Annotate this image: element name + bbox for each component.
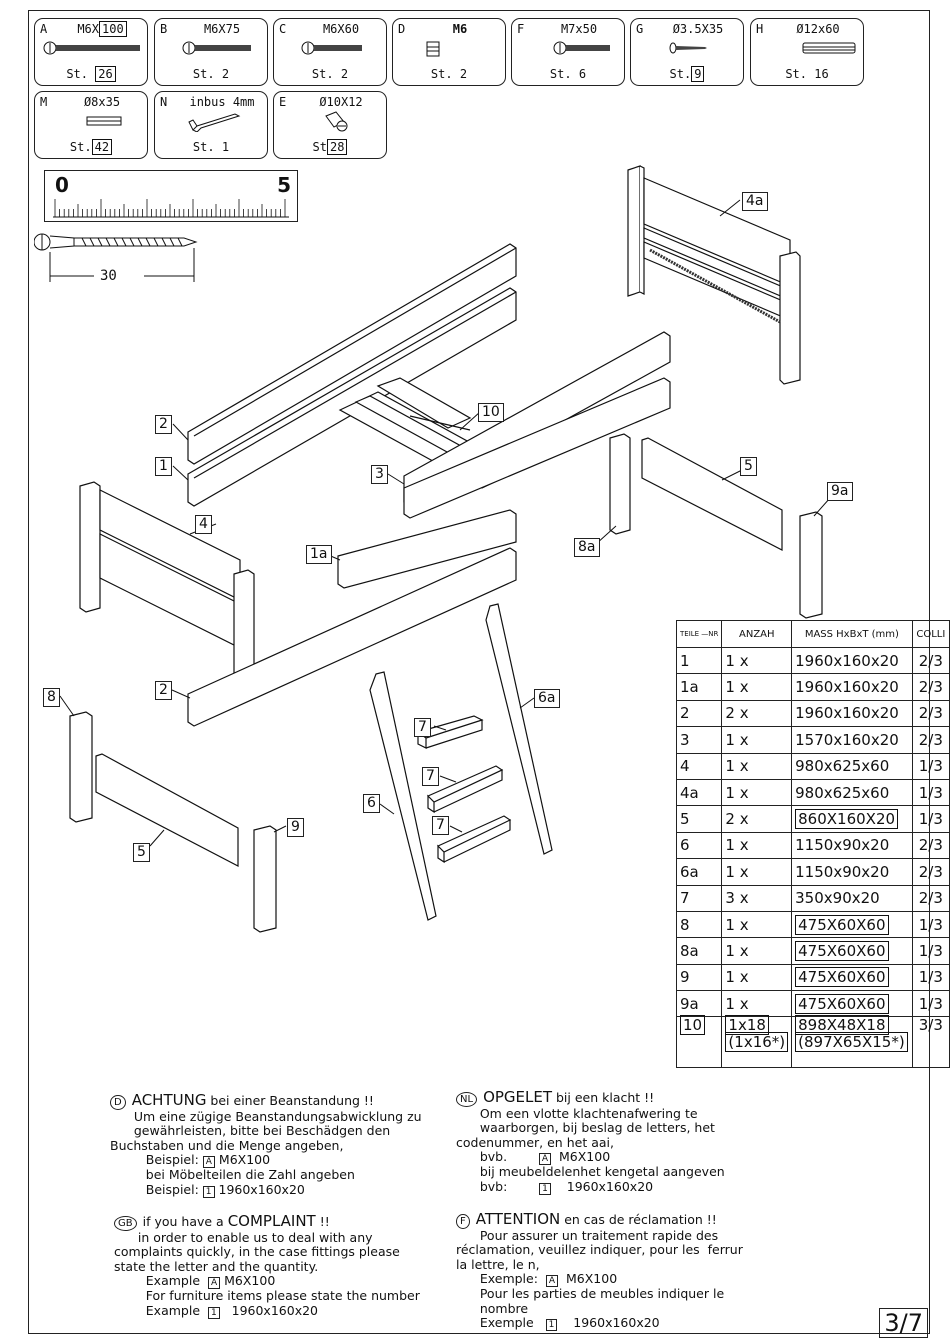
table-row <box>677 753 950 779</box>
cell-mass <box>792 1017 913 1068</box>
table-row <box>677 779 950 805</box>
table-row <box>677 727 950 753</box>
example-letter: A <box>546 1275 558 1287</box>
cell-anzahl-value: 1 x <box>725 651 749 670</box>
cell-anzahl <box>722 674 792 700</box>
cell-colli-value: 1/3 <box>918 941 943 960</box>
cell-nr <box>677 674 722 700</box>
part-label: 8a <box>574 538 600 557</box>
cell-nr-value: 10 <box>680 1015 705 1035</box>
cell-nr-value: 9 <box>680 968 690 987</box>
table-row <box>677 938 950 964</box>
part-5-panel-right <box>642 438 782 550</box>
cell-mass-value: 1960x160x20 <box>795 678 899 697</box>
note-text: bij meubeldelenhet kengetal aangeven bvb: <box>479 1164 725 1194</box>
part-9a-leg <box>800 512 822 618</box>
hardware-qty: 9 <box>691 66 704 82</box>
example-value: M6X100 <box>214 1152 271 1168</box>
hardware-qty-prefix: St. <box>192 140 215 154</box>
cell-anzahl-value: 1 x <box>725 941 749 960</box>
table-row <box>677 806 950 832</box>
cell-mass-value: 980x625x60 <box>795 783 890 802</box>
example-number: 1 <box>539 1183 551 1195</box>
cell-mass-value: 475X60X60 <box>795 994 888 1014</box>
example-letter: A <box>203 1156 215 1168</box>
hardware-code: H <box>756 22 764 36</box>
cell-colli-value: 1/3 <box>918 810 943 829</box>
cell-nr-value: 3 <box>680 730 690 749</box>
example-value: 1960x160x20 <box>550 1178 654 1194</box>
part-label: 7 <box>432 816 449 835</box>
example-letter: A <box>208 1277 220 1289</box>
ruler-start: 0 <box>55 173 69 197</box>
cell-nr <box>677 938 722 964</box>
cell-anzahl-value: 1 x <box>725 915 749 934</box>
cell-colli <box>912 806 949 832</box>
cell-nr-value: 4 <box>680 757 690 776</box>
cell-mass-value: 475X60X60 <box>795 941 888 961</box>
part-4-footboard <box>80 482 254 702</box>
cell-mass <box>792 938 913 964</box>
header-teile-nr: TEILE —NR <box>677 621 722 648</box>
cell-mass-value: 980x625x60 <box>795 757 890 776</box>
note-french <box>456 1212 743 1331</box>
cell-nr-value: 2 <box>680 704 690 723</box>
parts-table <box>676 620 950 1068</box>
page-number: 3/7 <box>879 1308 928 1338</box>
hardware-code: C <box>279 22 287 36</box>
hardware-code: B <box>160 22 168 36</box>
cell-nr <box>677 806 722 832</box>
example-value: 1960x160x20 <box>219 1302 318 1318</box>
part-label: 4a <box>742 192 768 211</box>
cell-nr <box>677 700 722 726</box>
cell-colli-value: 1/3 <box>918 994 943 1013</box>
cell-mass <box>792 700 913 726</box>
note-text: if you have a <box>142 1214 228 1229</box>
cell-colli-value: 2/3 <box>918 651 943 670</box>
cell-mass-value: 1960x160x20 <box>795 704 899 723</box>
hardware-qty: 28 <box>327 139 347 155</box>
hardware-size-boxed: 100 <box>99 21 127 37</box>
note-text: !! in order to enable us to deal with any complaints quickly, in the case fittings please state the letter and the quantity. Example <box>114 1214 400 1289</box>
cell-anzahl-value: 2 x <box>725 704 749 723</box>
cell-colli-value: 1/3 <box>918 783 943 802</box>
note-text: en cas de réclamation !! Pour assurer un traitement rapide des réclamation, veuillez indiquer, pour les ferrur la lettre, le n, Exemple: <box>456 1212 743 1287</box>
table-header-row <box>677 621 950 648</box>
hardware-qty: 1 <box>221 140 230 154</box>
lang-badge-fr: F <box>456 1214 470 1229</box>
hardware-qty-prefix: St. <box>430 67 453 81</box>
cell-nr <box>677 991 722 1017</box>
cell-anzahl <box>722 700 792 726</box>
example-value: 1960x160x20 <box>214 1181 305 1197</box>
table-row <box>677 859 950 885</box>
cell-mass <box>792 727 913 753</box>
cell-mass <box>792 964 913 990</box>
part-label: 7 <box>414 718 431 737</box>
hardware-qty: 2 <box>340 67 349 81</box>
cell-colli <box>912 911 949 937</box>
hardware-size: Ø10X12 <box>319 95 363 109</box>
hardware-qty: 26 <box>95 66 115 82</box>
part-2-rail-upper <box>188 244 516 464</box>
cell-colli-value: 1/3 <box>918 915 943 934</box>
hardware-qty-prefix: St <box>312 140 327 154</box>
part-label: 10 <box>478 403 504 422</box>
hardware-size: M7x50 <box>560 22 598 36</box>
cell-mass <box>792 885 913 911</box>
cell-anzahl <box>722 753 792 779</box>
cell-anzahl <box>722 964 792 990</box>
cell-colli-value: 1/3 <box>918 968 943 987</box>
part-7-step <box>428 766 502 812</box>
note-text: For furniture items please state the number Example <box>145 1288 420 1318</box>
cell-nr-value: 8 <box>680 915 690 934</box>
cell-mass <box>792 753 913 779</box>
cell-mass-value: 1960x160x20 <box>795 651 899 670</box>
table-row <box>677 991 950 1017</box>
hardware-qty-prefix: St. <box>549 67 572 81</box>
hardware-code: N <box>160 95 168 109</box>
cell-colli-value: 2/3 <box>918 678 943 697</box>
hardware-size: M6 <box>452 22 468 36</box>
hardware-code: D <box>398 22 406 36</box>
hardware-size: Ø12x60 <box>796 22 840 36</box>
screw-length: 30 <box>100 268 117 284</box>
cell-nr-value: 1 <box>680 651 690 670</box>
header-colli: COLLI <box>912 621 949 648</box>
cell-nr-value: 8a <box>680 941 699 960</box>
cell-nr <box>677 648 722 674</box>
note-german <box>110 1093 422 1198</box>
cell-colli-value: 2/3 <box>918 862 943 881</box>
cell-anzahl <box>722 1017 792 1068</box>
lang-badge-de: D <box>110 1095 126 1110</box>
hardware-qty-prefix: St. <box>311 67 334 81</box>
hardware-code: A <box>40 22 48 36</box>
cell-mass-value-alt: (897X65X15*) <box>795 1032 908 1052</box>
cell-colli-value: 1/3 <box>918 757 943 776</box>
part-label: 2 <box>155 415 172 434</box>
cell-colli <box>912 938 949 964</box>
cell-colli <box>912 674 949 700</box>
part-9-leg <box>254 826 276 932</box>
part-label: 2 <box>155 681 172 700</box>
hardware-qty: 16 <box>814 67 829 81</box>
part-5-panel-left <box>96 754 238 866</box>
cell-nr-value: 6a <box>680 862 699 881</box>
cell-anzahl-value: 2 x <box>725 810 749 829</box>
note-title: OPGELET <box>483 1088 553 1106</box>
part-label: 6a <box>534 689 560 708</box>
hardware-qty-prefix: St. <box>192 67 215 81</box>
cell-anzahl <box>722 806 792 832</box>
cell-anzahl <box>722 885 792 911</box>
table-row <box>677 1017 950 1068</box>
cell-mass-value: 898X48X18 <box>795 1015 888 1035</box>
cell-colli <box>912 859 949 885</box>
cell-nr-value: 9a <box>680 994 699 1013</box>
cell-colli <box>912 964 949 990</box>
note-title: ATTENTION <box>475 1210 561 1228</box>
cell-anzahl-value: 1 x <box>725 836 749 855</box>
example-value: M6X100 <box>551 1149 611 1165</box>
cell-colli-value: 2/3 <box>918 836 943 855</box>
table-row <box>677 700 950 726</box>
cell-anzahl <box>722 727 792 753</box>
cell-mass-value: 1150x90x20 <box>795 862 890 881</box>
cell-colli-value: 3/3 <box>918 1016 943 1035</box>
hardware-size: Ø3.5X35 <box>672 22 724 36</box>
note-dutch <box>456 1090 725 1195</box>
hardware-code: F <box>517 22 525 36</box>
part-label: 3 <box>371 465 388 484</box>
cell-anzahl-value: 1 x <box>725 783 749 802</box>
cell-mass-value: 1570x160x20 <box>795 730 899 749</box>
cell-nr <box>677 727 722 753</box>
part-label: 4 <box>195 515 212 534</box>
table-row <box>677 832 950 858</box>
cell-anzahl <box>722 938 792 964</box>
example-number: 1 <box>208 1307 220 1319</box>
hardware-qty-prefix: St. <box>669 67 692 81</box>
cell-colli-value: 2/3 <box>918 730 943 749</box>
hardware-qty-prefix: St. <box>69 140 92 154</box>
cell-nr <box>677 859 722 885</box>
cell-mass-value: 475X60X60 <box>795 967 888 987</box>
cell-anzahl-value: 3 x <box>725 889 749 908</box>
hardware-code: E <box>279 95 287 109</box>
part-6a-ladder-side <box>486 604 552 854</box>
example-number: 1 <box>203 1186 215 1198</box>
cell-mass <box>792 991 913 1017</box>
cell-colli <box>912 753 949 779</box>
cell-anzahl-value-alt: (1x16*) <box>725 1032 788 1052</box>
cell-nr <box>677 964 722 990</box>
cell-anzahl-value: 1 x <box>725 968 749 987</box>
cell-mass <box>792 832 913 858</box>
cell-mass-value: 475X60X60 <box>795 915 888 935</box>
example-letter: A <box>539 1153 551 1165</box>
cell-anzahl-value: 1 x <box>725 757 749 776</box>
cell-nr-value: 5 <box>680 810 690 829</box>
header-anzahl: ANZAH <box>722 621 792 648</box>
lang-badge-gb: GB <box>114 1216 137 1231</box>
cell-colli <box>912 991 949 1017</box>
hardware-qty-prefix: St. <box>66 67 88 81</box>
part-8-leg <box>70 712 92 822</box>
ruler-end: 5 <box>277 173 291 197</box>
note-title: COMPLAINT <box>227 1212 316 1230</box>
cell-anzahl-value: 1 x <box>725 678 749 697</box>
cell-colli <box>912 779 949 805</box>
cell-anzahl <box>722 859 792 885</box>
hardware-qty: 2 <box>221 67 230 81</box>
hardware-size: inbus 4mm <box>189 95 255 109</box>
lang-badge-nl: NL <box>456 1092 477 1107</box>
cell-colli-value: 2/3 <box>918 889 943 908</box>
cell-colli <box>912 727 949 753</box>
cell-mass-value: 1150x90x20 <box>795 836 890 855</box>
example-number: 1 <box>546 1319 558 1331</box>
cell-mass <box>792 648 913 674</box>
hardware-code: M <box>40 95 48 109</box>
cell-nr <box>677 885 722 911</box>
part-label: 8 <box>43 688 60 707</box>
cell-anzahl <box>722 911 792 937</box>
part-label: 7 <box>422 767 439 786</box>
table-row <box>677 648 950 674</box>
cell-mass <box>792 674 913 700</box>
cell-nr-value: 7 <box>680 889 690 908</box>
cell-nr <box>677 832 722 858</box>
note-title: ACHTUNG <box>131 1091 207 1109</box>
cell-mass <box>792 806 913 832</box>
cell-anzahl <box>722 779 792 805</box>
cell-nr <box>677 1017 722 1068</box>
cell-anzahl <box>722 648 792 674</box>
part-label: 1 <box>155 457 172 476</box>
part-label: 9a <box>827 482 853 501</box>
part-8a-leg <box>610 434 630 534</box>
cell-colli <box>912 885 949 911</box>
cell-anzahl <box>722 991 792 1017</box>
hardware-code: G <box>636 22 644 36</box>
hardware-qty: 6 <box>578 67 587 81</box>
cell-colli <box>912 648 949 674</box>
hardware-qty-prefix: St. <box>785 67 807 81</box>
cell-mass <box>792 859 913 885</box>
hardware-size: M6X75 <box>203 22 241 36</box>
cell-colli <box>912 700 949 726</box>
note-text: bij een klacht !! Om een vlotte klachtenafwering te waarborgen, bij beslag de letters, het codenummer, en het aai, bvb. <box>456 1090 715 1165</box>
table-row <box>677 885 950 911</box>
hardware-size: Ø8x35 <box>83 95 121 109</box>
example-value: M6X100 <box>220 1273 276 1289</box>
cell-colli <box>912 1017 949 1068</box>
hardware-size: M6X60 <box>322 22 360 36</box>
cell-nr-value: 6 <box>680 836 690 855</box>
part-label: 5 <box>133 843 150 862</box>
table-row <box>677 964 950 990</box>
part-label: 1a <box>306 545 332 564</box>
table-row <box>677 674 950 700</box>
example-value: M6X100 <box>558 1271 618 1287</box>
cell-nr-value: 1a <box>680 678 699 697</box>
cell-nr <box>677 911 722 937</box>
cell-nr <box>677 753 722 779</box>
cell-colli-value: 2/3 <box>918 704 943 723</box>
cell-anzahl <box>722 832 792 858</box>
cell-anzahl-value: 1x18 <box>725 1015 769 1035</box>
cell-anzahl-value: 1 x <box>725 862 749 881</box>
table-row <box>677 911 950 937</box>
hardware-qty: 42 <box>92 139 112 155</box>
cell-mass-value: 860X160X20 <box>795 809 898 829</box>
cell-anzahl-value: 1 x <box>725 730 749 749</box>
cell-mass <box>792 911 913 937</box>
cell-mass-value: 350x90x20 <box>795 889 880 908</box>
note-text: bei einer Beanstandung !! Um eine zügige Beanstandungsabwicklung zu gewährleisten, bitte bei Beschädgen den Buchstaben und die Menge angeben, Beispiel: <box>110 1093 422 1168</box>
part-label: 9 <box>287 818 304 837</box>
cell-nr-value: 4a <box>680 783 699 802</box>
hardware-qty: 2 <box>459 67 468 81</box>
note-text: bei Möbelteilen die Zahl angeben Beispiel: <box>145 1167 355 1197</box>
cell-colli <box>912 832 949 858</box>
hardware-size: M6X <box>77 22 99 36</box>
example-value: 1960x160x20 <box>557 1315 660 1331</box>
part-label: 5 <box>740 457 757 476</box>
part-label: 6 <box>363 794 380 813</box>
note-text: Pour les parties de meubles indiquer le nombre Exemple <box>479 1286 725 1331</box>
cell-mass <box>792 779 913 805</box>
cell-anzahl-value: 1 x <box>725 994 749 1013</box>
cell-nr <box>677 779 722 805</box>
header-mass: MASS HxBxT (mm) <box>792 621 913 648</box>
note-english <box>114 1214 420 1319</box>
